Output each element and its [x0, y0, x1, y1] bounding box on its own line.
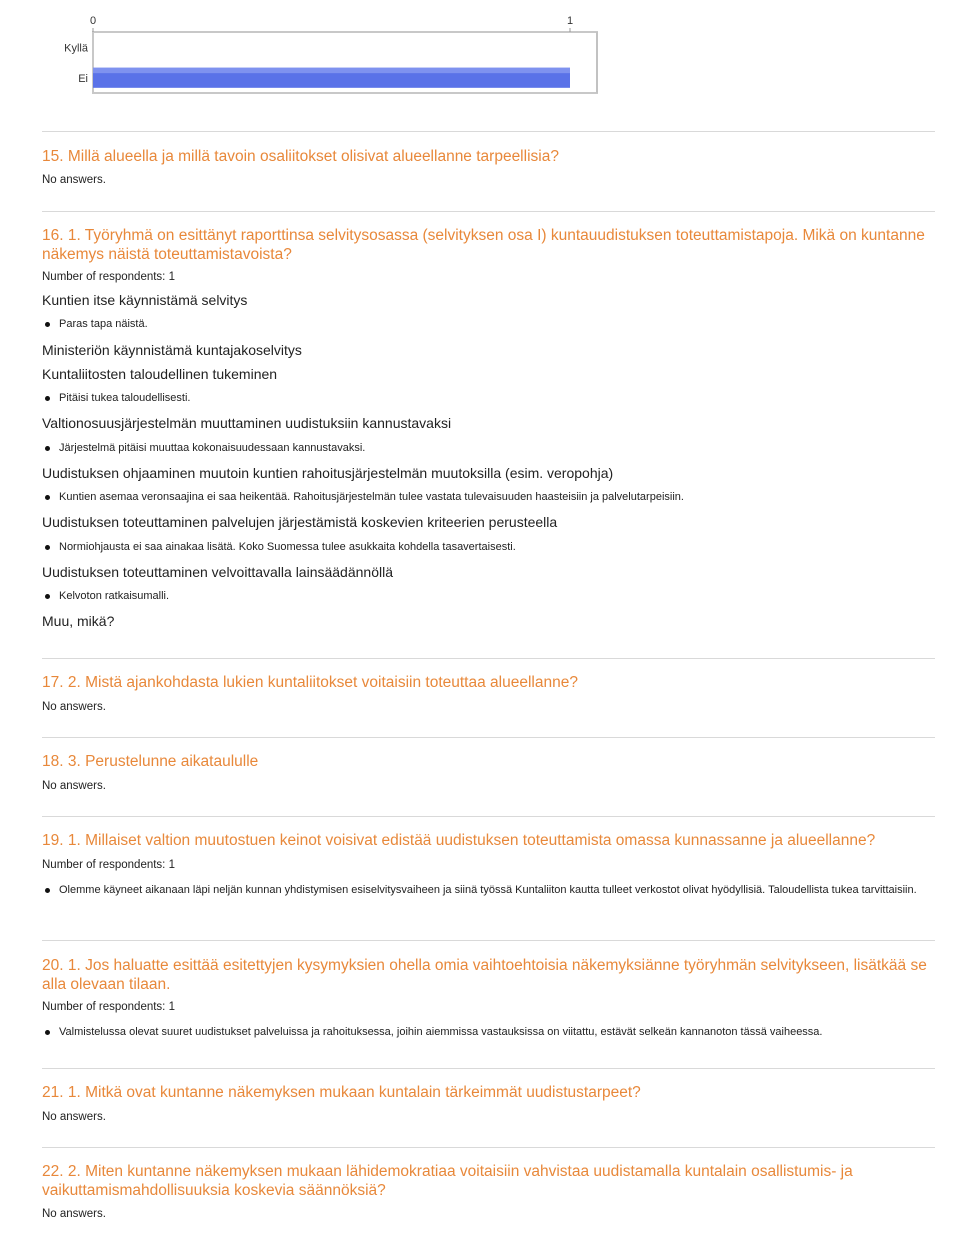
bullet-icon — [45, 594, 50, 599]
option-answer: Kuntien asemaa veronsaajina ei saa heikentää. Rahoitusjärjestelmän tulee vastata tulevaisuuden haasteisiin ja palvelutarpeisiin. — [59, 491, 684, 503]
option-label: Muu, mikä? — [42, 613, 115, 629]
bar-highlight — [93, 68, 570, 73]
bullet-icon — [45, 446, 50, 451]
separator — [42, 940, 935, 941]
question-20-answer: Valmistelussa olevat suuret uudistukset palveluissa ja rahoituksessa, joihin aiemmissa vastauksissa on viitattu, estävät selkeän kannanoton tässä vaiheessa. — [59, 1026, 823, 1038]
bullet-icon — [45, 1030, 50, 1035]
option-label: Kuntaliitosten taloudellinen tukeminen — [42, 366, 278, 382]
bullet-icon — [45, 396, 50, 401]
option-answer: Järjestelmä pitäisi muuttaa kokonaisuudessaan kannustavaksi. — [59, 442, 366, 454]
question-17-title: 17. 2. Mistä ajankohdasta lukien kuntaliitokset voitaisiin toteuttaa alueellanne? — [42, 674, 578, 691]
option-answer: Pitäisi tukea taloudellisesti. — [59, 392, 191, 404]
separator — [42, 816, 935, 817]
question-20-title: 20. 1. Jos haluatte esittää esitettyjen kysymyksien ohella omia vaihtoehtoisia näkemyksiänne työryhmän selvitykseen, lisätkää se alla olevaan tilaan. — [42, 957, 927, 993]
option-label: Uudistuksen ohjaaminen muutoin kuntien rahoitusjärjestelmän muutoksilla (esim. veropohja) — [42, 465, 614, 481]
bullet-icon — [45, 322, 50, 327]
question-15-title: 15. Millä alueella ja millä tavoin osaliitokset olisivat alueellanne tarpeellisia? — [42, 148, 559, 165]
option-label: Uudistuksen toteuttaminen velvoittavalla lainsäädännöllä — [42, 564, 393, 580]
option-label: Kuntien itse käynnistämä selvitys — [42, 292, 248, 308]
question-22-title: 22. 2. Miten kuntanne näkemyksen mukaan lähidemokratiaa voitaisiin vahvistaa uudistamalla kuntalain osallistumis- ja vaikuttamismahdollisuuksia koskevia säännöksiä? — [42, 1163, 853, 1199]
option-label: Ministeriön käynnistämä kuntajakoselvitys — [42, 342, 302, 358]
question-22-note: No answers. — [42, 1208, 106, 1220]
chart-layer — [64, 15, 597, 93]
question-19-note: Number of respondents: 1 — [42, 859, 175, 871]
option-answer: Kelvoton ratkaisumalli. — [59, 590, 170, 602]
y-category-label: Ei — [78, 72, 88, 85]
question-16-title: 16. 1. Työryhmä on esittänyt raporttinsa selvitysosassa (selvityksen osa I) kuntauudistuksen toteuttamistapoja. Mikä on kuntanne näkemys näistä toteuttamistavoista? — [42, 227, 925, 263]
separator — [42, 1147, 935, 1148]
bullet-icon — [45, 545, 50, 550]
question-18-title: 18. 3. Perustelunne aikataululle — [42, 753, 259, 770]
option-answer: Paras tapa näistä. — [59, 318, 148, 330]
bullet-icon — [45, 888, 50, 893]
question-19-title: 19. 1. Millaiset valtion muutostuen keinot voisivat edistää uudistuksen toteuttamista omassa kunnassanne ja alueellanne? — [42, 832, 876, 849]
x-tick-label: 0 — [89, 15, 97, 27]
separator — [42, 131, 935, 132]
question-15-note: No answers. — [42, 174, 106, 186]
question-19-answer: Olemme käyneet aikanaan läpi neljän kunnan yhdistymisen esiselvitysvaiheen ja siinä työssä Kuntaliiton kautta tulleet verkostot olivat hyödyllisiä. Taloudellista tukea tarvittaisiin. — [59, 884, 917, 896]
bar-chart — [0, 0, 620, 100]
x-tick-label: 1 — [566, 15, 574, 27]
separator — [42, 1068, 935, 1069]
question-21-note: No answers. — [42, 1111, 106, 1123]
separator — [42, 658, 935, 659]
separator — [42, 737, 935, 738]
option-label: Uudistuksen toteuttaminen palvelujen järjestämistä koskevien kriteerien perusteella — [42, 514, 558, 530]
bullet-icon — [45, 495, 50, 500]
y-category-label: Kyllä — [64, 42, 88, 55]
question-18-note: No answers. — [42, 780, 106, 792]
question-20-note: Number of respondents: 1 — [42, 1001, 175, 1013]
option-label: Valtionosuusjärjestelmän muuttaminen uudistuksiin kannustavaksi — [42, 415, 452, 431]
question-16-note: Number of respondents: 1 — [42, 271, 175, 283]
question-21-title: 21. 1. Mitkä ovat kuntanne näkemyksen mukaan kuntalain tärkeimmät uudistustarpeet? — [42, 1084, 641, 1101]
separator — [42, 211, 935, 212]
question-17-note: No answers. — [42, 701, 106, 713]
option-answer: Normiohjausta ei saa ainakaa lisätä. Koko Suomessa tulee asukkaita kohdella tasavertaisesti. — [59, 541, 516, 553]
